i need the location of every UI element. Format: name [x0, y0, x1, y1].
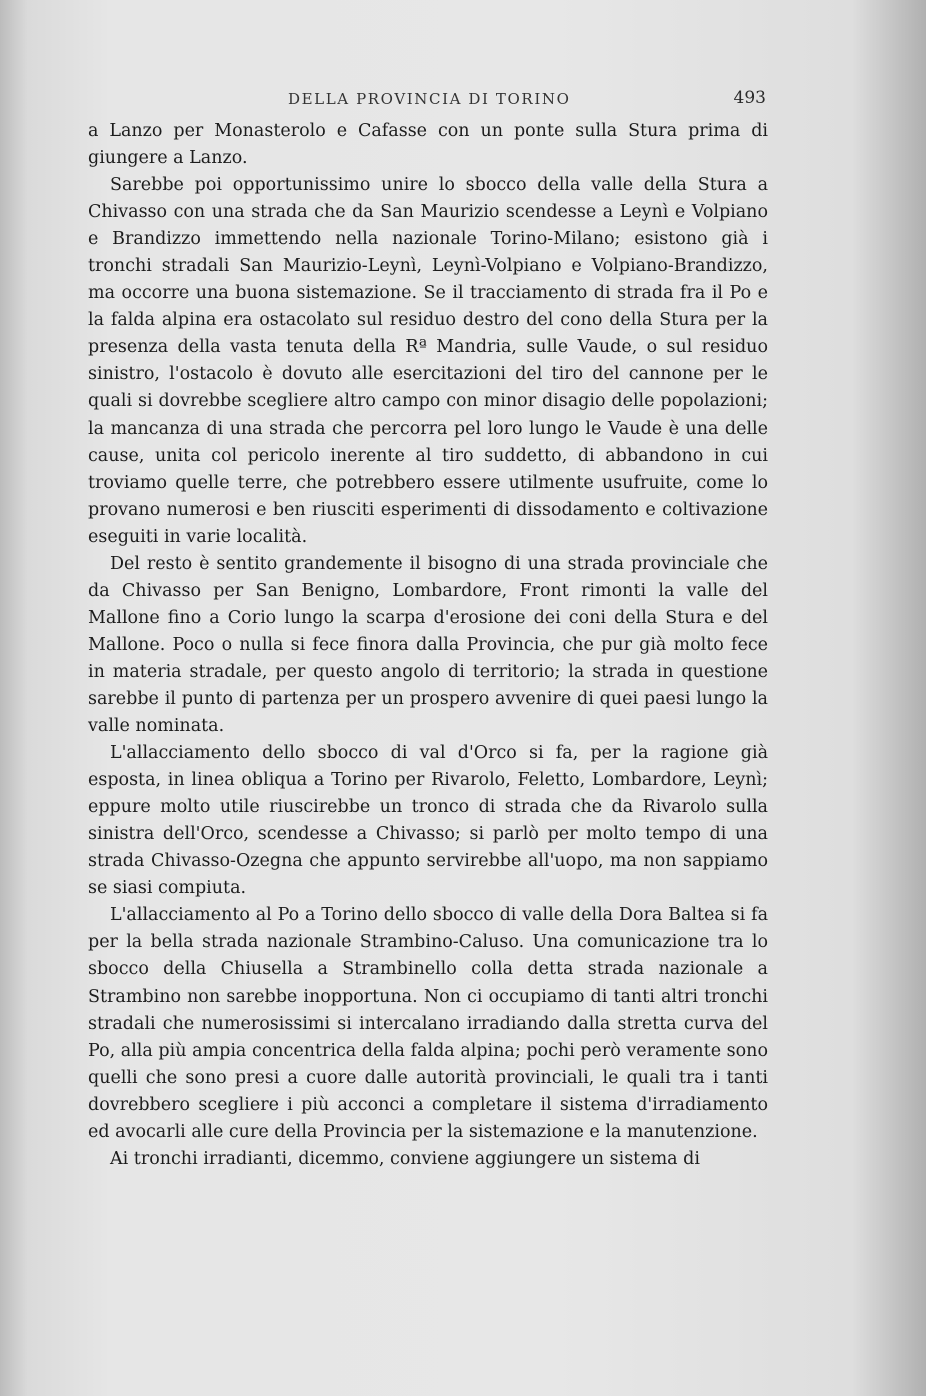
running-title: DELLA PROVINCIA DI TORINO [288, 90, 571, 108]
paragraph: Ai tronchi irradianti, dicemmo, conviene aggiungere un sistema di [110, 1148, 700, 1169]
body-text [88, 118, 768, 1173]
paragraph: L'allacciamento al Po a Torino dello sbocco di valle della Dora Baltea si fa per la bella strada nazionale Strambino-Caluso. Una comunicazione tra lo sbocco della Chiusella a Strambinello colla detta strada nazionale a Strambino non sarebbe inopportuna. Non ci occupiamo di tanti altri tronchi stradali che numerosissimi si intercalano irradiando dalla stretta curva del Po, alla più ampia concentrica della falda alpina; pochi però veramente sono quelli che sono presi a cuore dalle autorità provinciali, le quali tra i tanti dovrebbero scegliere i più acconci a completare il sistema d'irradiamento ed avocarli alle cure della Provincia per la sistemazione e la manutenzione. [88, 905, 768, 1142]
paragraph: Del resto è sentito grandemente il bisogno di una strada provinciale che da Chivasso per San Benigno, Lombardore, Front rimonti la valle del Mallone fino a Corio lungo la scarpa d'erosione dei coni della Stura e del Mallone. Poco o nulla si fece finora dalla Provincia, che pur già molto fece in materia stradale, per questo angolo di territorio; la strada in questione sarebbe il punto di partenza per un prospero avvenire di quei paesi lungo la valle nominata. [88, 553, 768, 737]
paragraph: Sarebbe poi opportunissimo unire lo sbocco della valle della Stura a Chivasso con una strada che da San Maurizio scendesse a Leynì e Volpiano e Brandizzo immettendo nella nazionale Torino-Milano; esistono già i tronchi stradali San Maurizio-Leynì, Leynì-Volpiano e Volpiano-Brandizzo, ma occorre una buona sistemazione. Se il tracciamento di strada fra il Po e la falda alpina era ostacolato sul residuo destro del cono della Stura per la presenza della vasta tenuta della Rª Mandria, sulle Vaude, o sul residuo sinistro, l'ostacolo è dovuto alle esercitazioni del tiro del cannone per le quali si dovrebbe scegliere altro campo con minor disagio delle popolazioni; la mancanza di una strada che percorra pel loro lungo le Vaude è una delle cause, unita col pericolo inerente al tiro suddetto, di abbandono in cui troviamo quelle terre, che potrebbero essere utilmente usufruite, come lo provano numerosi e ben riusciti esperimenti di dissodamento e coltivazione eseguiti in varie località. [88, 175, 768, 547]
paragraph: a Lanzo per Monasterolo e Cafasse con un ponte sulla Stura prima di giungere a Lanzo. [88, 121, 768, 169]
page-number: 493 [733, 88, 766, 108]
paragraph: L'allacciamento dello sbocco di val d'Orco si fa, per la ragione già esposta, in linea obliqua a Torino per Rivarolo, Feletto, Lombardore, Leynì; eppure molto utile riuscirebbe un tronco di strada che da Rivarolo sulla sinistra dell'Orco, scendesse a Chivasso; si parlò per molto tempo di una strada Chivasso-Ozegna che appunto servirebbe all'uopo, ma non sappiamo se siasi compiuta. [88, 743, 768, 899]
page-header [88, 90, 768, 112]
